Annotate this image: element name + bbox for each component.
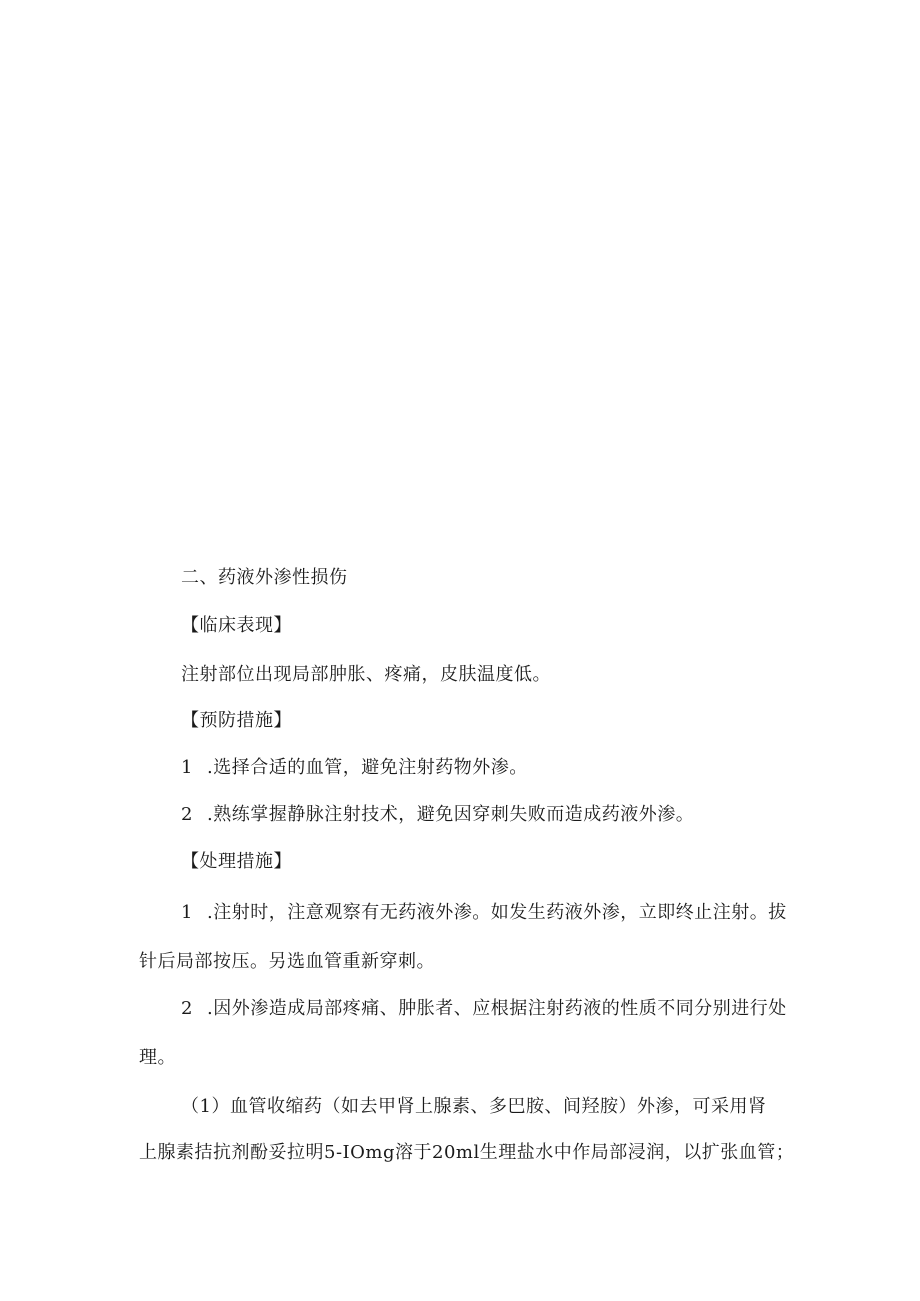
- prevention-item-1-number: 1: [181, 757, 193, 778]
- section-title: 二、药液外渗性损伤: [181, 567, 348, 588]
- prevention-item-1-text: .选择合适的血管，避免注射药物外渗。: [207, 757, 528, 778]
- treatment-item-1-number: 1: [181, 902, 193, 923]
- treatment-item-1-line-1: [181, 901, 787, 925]
- treatment-item-2-text: .因外渗造成局部疼痛、肿胀者、应根据注射药液的性质不同分别进行处: [207, 998, 787, 1019]
- prevention-heading: 【预防措施】: [181, 710, 292, 731]
- clinical-heading: 【临床表现】: [181, 615, 292, 636]
- treatment-item-1-line-2: 针后局部按压。另选血管重新穿刺。: [139, 951, 435, 972]
- prevention-item-2-text: .熟练掌握静脉注射技术，避免因穿刺失败而造成药液外渗。: [207, 804, 695, 825]
- prevention-item-1: [181, 756, 528, 780]
- clinical-text: 注射部位出现局部肿胀、疼痛，皮肤温度低。: [181, 664, 551, 685]
- prevention-item-2-number: 2: [181, 804, 193, 825]
- treatment-item-2-line-2: 理。: [139, 1047, 176, 1068]
- treatment-item-2-line-1: [181, 997, 787, 1021]
- treatment-item-1-text: .注射时，注意观察有无药液外渗。如发生药液外渗，立即终止注射。拔: [207, 902, 787, 923]
- treatment-sub-1-line-1: （1）血管收缩药（如去甲肾上腺素、多巴胺、间羟胺）外渗，可采用肾: [181, 1096, 767, 1117]
- treatment-heading: 【处理措施】: [181, 851, 292, 872]
- treatment-sub-1-line-2: 上腺素拮抗剂酚妥拉明5-IOmg溶于20ml生理盐水中作局部浸润，以扩张血管；: [139, 1142, 795, 1163]
- prevention-item-2: [181, 803, 694, 827]
- treatment-item-2-number: 2: [181, 998, 193, 1019]
